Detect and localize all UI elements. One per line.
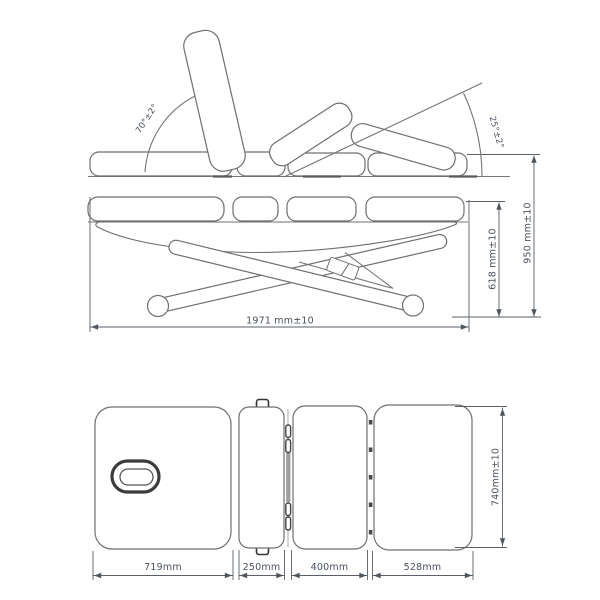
plan-width-label-2: 250mm — [242, 562, 281, 573]
plan-section-calf — [374, 405, 472, 550]
hinge-strip — [286, 409, 291, 547]
backrest-angle-label: 70°±2° — [134, 102, 161, 136]
depth-label: 740mm±10 — [490, 447, 502, 507]
legrest-angle-label: 25°±2° — [486, 115, 506, 150]
seat-cushion — [233, 197, 278, 221]
plan-section-thigh — [293, 406, 367, 549]
calf-cushion — [366, 197, 464, 221]
face-hole-inner — [120, 469, 153, 485]
caster-wheel-right — [403, 295, 424, 316]
cushion-height-label: 618 mm±10 — [487, 228, 499, 290]
head-cushion — [88, 197, 224, 221]
thigh-cushion — [287, 197, 356, 221]
plan-width-label-1: 719mm — [144, 562, 182, 573]
plan-width-label-4: 528mm — [403, 562, 442, 573]
caster-wheel-left — [148, 296, 169, 317]
top-height-label: 950 mm±10 — [522, 202, 534, 264]
length-label: 1971 mm±10 — [246, 315, 314, 327]
plan-section-seat — [239, 407, 284, 548]
plan-width-label-3: 400mm — [310, 562, 349, 573]
